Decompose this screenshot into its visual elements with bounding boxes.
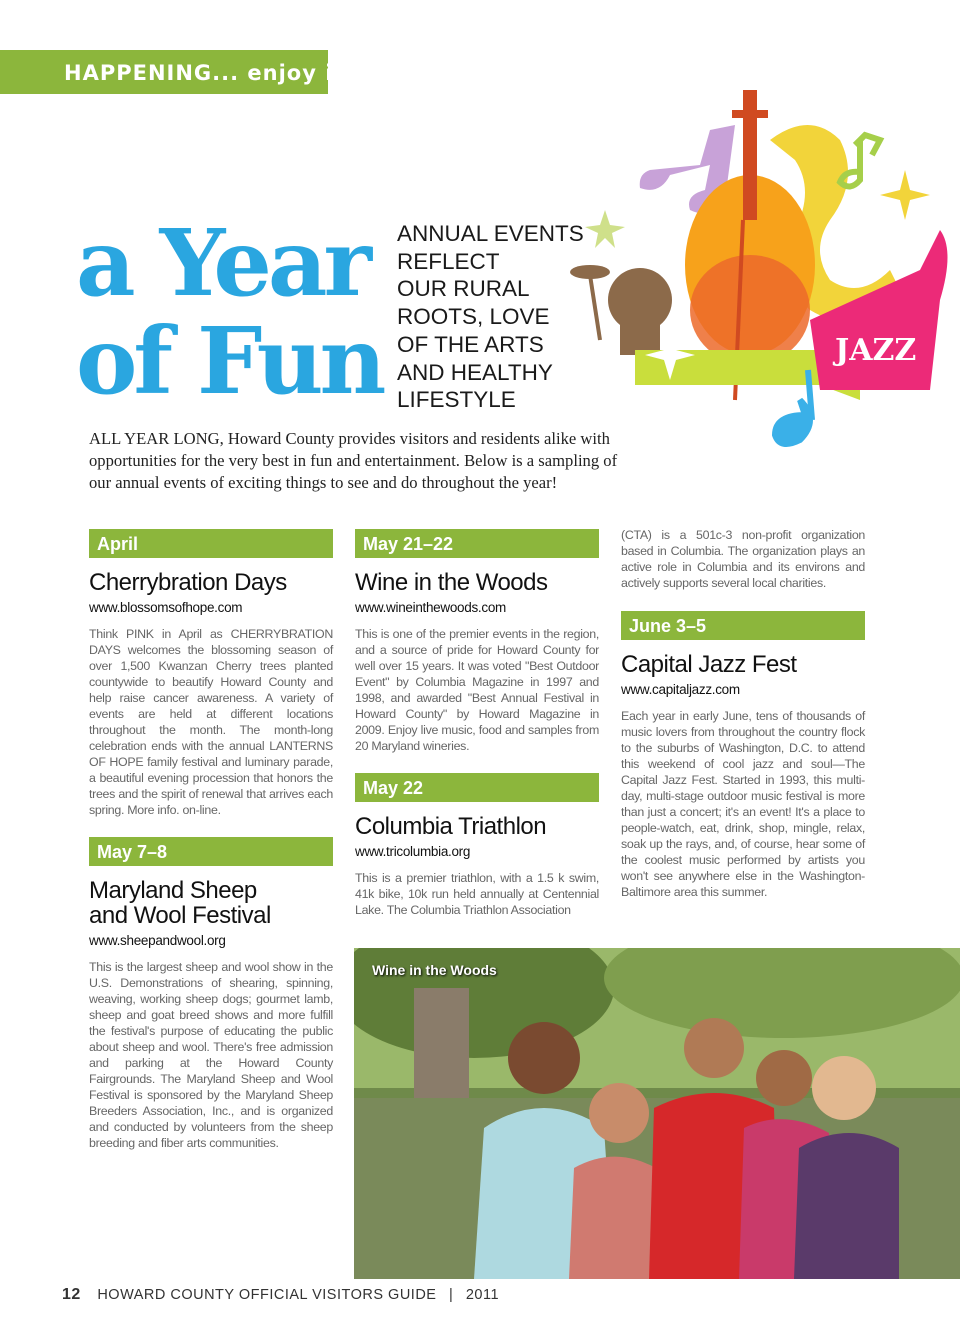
event-title: Cherrybration Days xyxy=(89,569,287,596)
subheading-line: ANNUAL EVENTS xyxy=(397,221,584,246)
jazz-label: JAZZ xyxy=(835,333,917,368)
footer-separator: | xyxy=(449,1287,454,1303)
music-illustration xyxy=(560,70,960,470)
page-number: 12 xyxy=(62,1286,81,1303)
event-title: Maryland Sheep xyxy=(89,877,257,904)
event-cherrybration xyxy=(89,529,333,818)
event-description: This is a premier triathlon, with a 1.5 k swim, 41k bike, 10k run held annually at Centennial Lake. The Columbia Triathlon Association xyxy=(355,871,599,917)
page-title-line2: of Fun xyxy=(76,307,383,415)
event-url[interactable]: www.tricolumbia.org xyxy=(355,844,471,859)
event-description: Think PINK in April as CHERRYBRATION DAYS welcomes the blossoming season of over 1,500 Kwanzan Cherry trees planted countywide to beautify Howard County and help raise cancer awareness. A variety of events are held at different locations throughout the month. The month-long celebration ends with the annual LANTERNS OF HOPE family festival and luminary parade, a beautiful evening procession that honors the trees and the spirit of renewal that arrives each spring. More info. on-line. xyxy=(89,627,333,817)
guide-year: 2011 xyxy=(465,1287,500,1303)
subheading-line: ROOTS, LOVE xyxy=(397,304,550,330)
event-column-1 xyxy=(89,529,333,818)
event-description: This is one of the premier events in the region, and a source of pride for Howard County for well over 15 years. It was voted "Best Outdoor Event" by Columbia Magazine in 1997 and 1998, and awarded "Best Annual Festival in Howard County" by Howard Magazine in 2009. Enjoy live music, food and samples from 20 Maryland wineries. xyxy=(355,627,599,753)
star-icon xyxy=(880,170,930,220)
subheading-line: OF THE ARTS xyxy=(397,331,544,357)
event-url[interactable]: www.sheepandwool.org xyxy=(89,933,226,948)
subheading-line: REFLECT xyxy=(397,248,500,274)
cello-neck-icon xyxy=(743,90,757,220)
event-description-continued: (CTA) is a 501c-3 non-profit organization based in Columbia. The organization plays an active role in Columbia and its environs and actively supports several local charities. xyxy=(621,528,865,590)
event-url[interactable]: www.blossomsofhope.com xyxy=(89,600,243,615)
subheading-line: LIFESTYLE xyxy=(397,387,516,413)
event-url[interactable]: www.capitaljazz.com xyxy=(621,682,740,697)
event-title: and Wool Festival xyxy=(89,902,271,929)
guide-name: HOWARD COUNTY OFFICIAL VISITORS GUIDE xyxy=(97,1287,437,1303)
event-description: Each year in early June, tens of thousands of music lovers from throughout the country flock to the suburbs of Washington, D.C. to attend this weekend of cool jazz and soul—The Capital Jazz Fest. Started in 1993, this multi-day, multi-stage outdoor music festival is more than just a concert; it's an event! It's a place to people-watch, eat, drink, shop, mingle, relax, soak up the rays, and, of course, hear some of the coolest music performed by artists you won't see anywhere else in the Washington-Baltimore area this summer. xyxy=(621,709,865,899)
event-photo xyxy=(354,948,960,1279)
event-sheep xyxy=(89,837,333,1151)
page-footer xyxy=(62,1286,499,1304)
event-wine xyxy=(355,529,599,754)
event-column-3 xyxy=(621,527,865,591)
event-description: This is the largest sheep and wool show in the U.S. Demonstrations of shearing, spinning, weaving, working sheep dogs; gourmet lamb, sheep and goat breed shows and more fulfill the festival's purpose of educating the public about sheep and wool. There's free admission and parking at the Howard County Fairgrounds. The Maryland Sheep and Wool Festival is sponsored by the Maryland Sheep Breeders Association, Inc., and is organized and conducted by volunteers from the sheep breeding and fiber arts communities. xyxy=(89,960,333,1150)
event-jazz xyxy=(621,611,865,900)
subheading-line: AND HEALTHY xyxy=(397,359,553,385)
page-title-line1: a Year xyxy=(76,209,368,317)
event-date-bar: May 21–22 xyxy=(355,529,599,558)
intro-paragraph: ALL YEAR LONG, Howard County provides visitors and residents alike with opportunities for the very best in fun and entertainment. Below is a sampling of our annual events of exciting things to see and do throughout the year! xyxy=(89,429,618,492)
event-date-bar: April xyxy=(89,529,333,558)
event-title: Capital Jazz Fest xyxy=(621,651,797,678)
event-date-bar: June 3–5 xyxy=(621,611,865,640)
event-date-bar: May 7–8 xyxy=(89,837,333,866)
event-title: Wine in the Woods xyxy=(355,569,548,596)
section-banner: HAPPENING... enjoy it! xyxy=(0,50,328,94)
subheading-line: OUR RURAL xyxy=(397,276,530,302)
event-title: Columbia Triathlon xyxy=(355,813,547,840)
event-url[interactable]: www.wineinthewoods.com xyxy=(355,600,506,615)
event-triathlon xyxy=(355,773,599,918)
photo-caption: Wine in the Woods xyxy=(372,962,497,978)
event-date-bar: May 22 xyxy=(355,773,599,802)
star-icon xyxy=(585,210,625,248)
